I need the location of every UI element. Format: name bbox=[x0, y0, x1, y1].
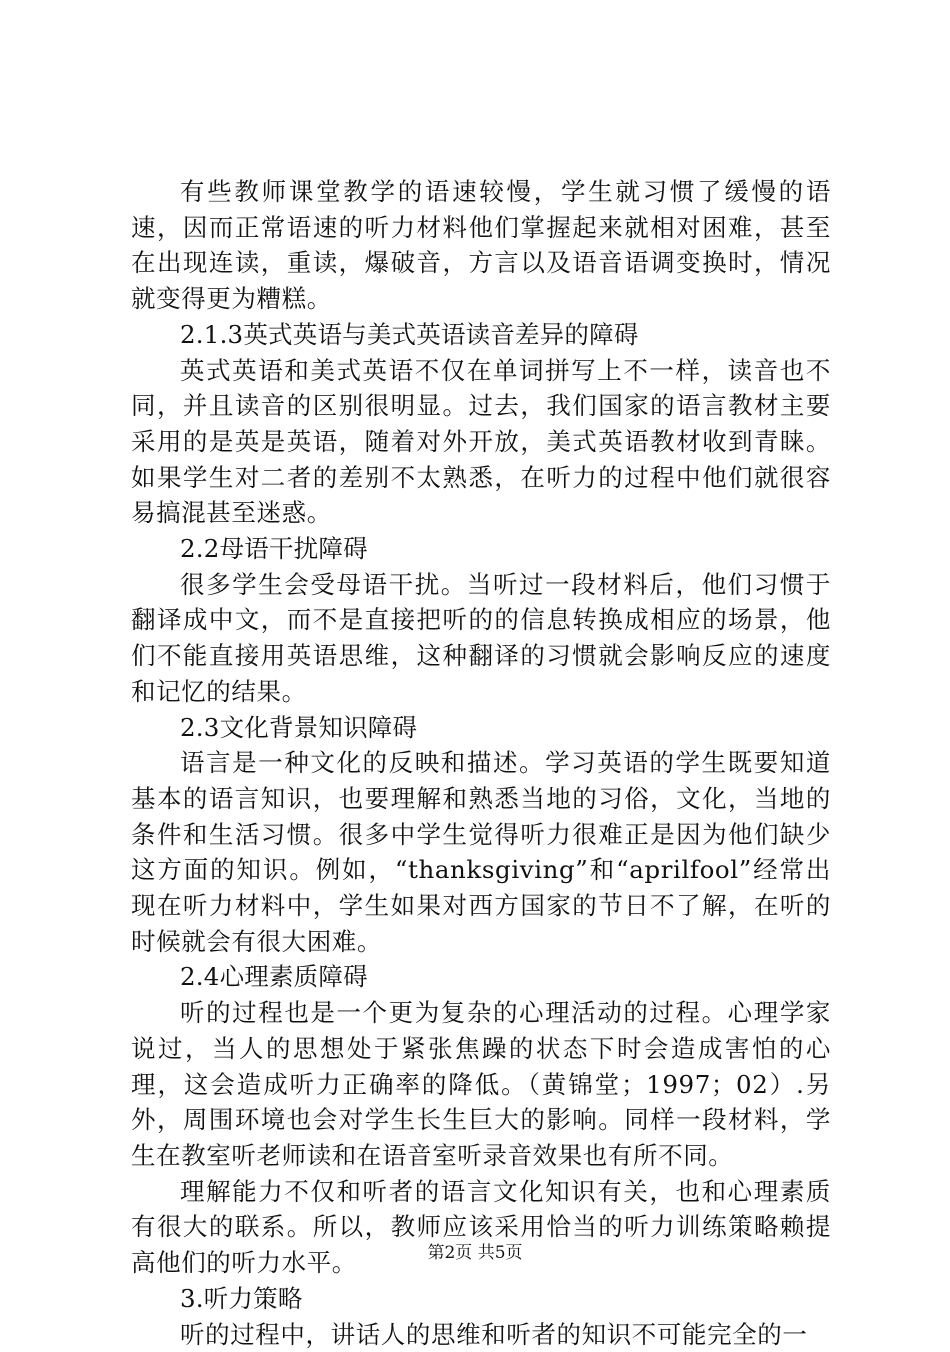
page-number-footer: 第2页 共5页 bbox=[0, 1242, 950, 1264]
section-heading: 3.听力策略 bbox=[131, 1281, 831, 1317]
section-heading: 2.2母语干扰障碍 bbox=[131, 531, 831, 567]
section-heading: 2.3文化背景知识障碍 bbox=[131, 710, 831, 746]
paragraph: 理解能力不仅和听者的语言文化知识有关，也和心理素质有很大的联系。所以，教师应该采用恰当的听力训练策略赖提高他们的听力水平。 bbox=[131, 1174, 831, 1281]
section-heading: 2.4心理素质障碍 bbox=[131, 959, 831, 995]
document-body bbox=[131, 174, 831, 1352]
section-heading: 2.1.3英式英语与美式英语读音差异的障碍 bbox=[131, 317, 831, 353]
paragraph: 听的过程中，讲话人的思维和听者的知识不可能完全的一 bbox=[131, 1317, 831, 1352]
paragraph: 有些教师课堂教学的语速较慢，学生就习惯了缓慢的语速，因而正常语速的听力材料他们掌握起来就相对困难，甚至在出现连读，重读，爆破音，方言以及语音语调变换时，情况就变得更为糟糕。 bbox=[131, 174, 831, 317]
paragraph: 听的过程也是一个更为复杂的心理活动的过程。心理学家说过，当人的思想处于紧张焦躁的状态下时会造成害怕的心理，这会造成听力正确率的降低。（黄锦堂；1997；02）.另外，周围环境也会对学生长生巨大的影响。同样一段材料，学生在教室听老师读和在语音室听录音效果也有所不同。 bbox=[131, 995, 831, 1174]
paragraph: 很多学生会受母语干扰。当听过一段材料后，他们习惯于翻译成中文，而不是直接把听的的信息转换成相应的场景，他们不能直接用英语思维，这种翻译的习惯就会影响反应的速度和记忆的结果。 bbox=[131, 567, 831, 710]
paragraph: 英式英语和美式英语不仅在单词拼写上不一样，读音也不同，并且读音的区别很明显。过去，我们国家的语言教材主要采用的是英是英语，随着对外开放，美式英语教材收到青睐。如果学生对二者的差别不太熟悉，在听力的过程中他们就很容易搞混甚至迷惑。 bbox=[131, 353, 831, 532]
paragraph: 语言是一种文化的反映和描述。学习英语的学生既要知道基本的语言知识，也要理解和熟悉当地的习俗，文化，当地的条件和生活习惯。很多中学生觉得听力很难正是因为他们缺少这方面的知识。例如，“thanksgiving”和“aprilfool”经常出现在听力材料中，学生如果对西方国家的节日不了解，在听的时候就会有很大困难。 bbox=[131, 745, 831, 959]
